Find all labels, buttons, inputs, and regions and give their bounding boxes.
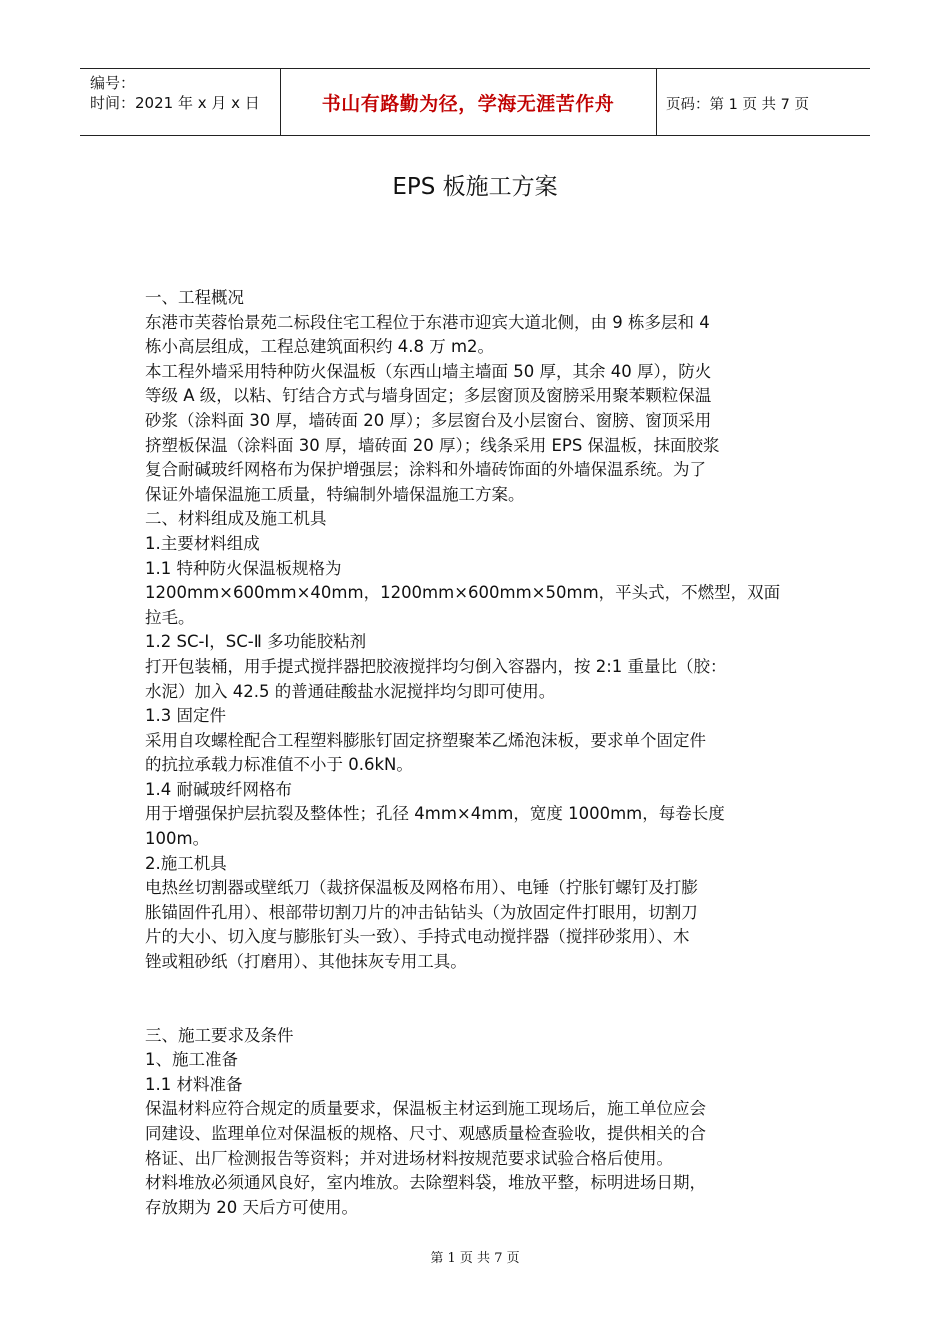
header-meta: [90, 73, 260, 113]
body-line: 二、材料组成及施工机具: [145, 509, 327, 529]
body-line: 1.1 特种防火保温板规格为: [145, 558, 342, 578]
document-number-label: 编号：: [90, 74, 136, 92]
document-title: EPS 板施工方案: [392, 174, 558, 200]
body-line: 水泥）加入 42.5 的普通硅酸盐水泥搅拌均匀即可使用。: [145, 681, 556, 701]
body-line: 打开包装桶，用手提式搅拌器把胶液搅拌均匀倒入容器内，按 2:1 重量比（胶：: [145, 656, 727, 676]
page-footer: 第 1 页 共 7 页: [430, 1251, 520, 1266]
body-line: 用于增强保护层抗裂及整体性；孔径 4mm×4mm，宽度 1000mm，每卷长度: [145, 804, 725, 824]
page-header: [80, 68, 870, 136]
body-line: 1.4 耐碱玻纤网格布: [145, 779, 292, 799]
header-motto: 书山有路勤为径，学海无涯苦作舟: [321, 93, 615, 115]
body-section-block: [145, 286, 813, 975]
body-line: 格证、出厂检测报告等资料；并对进场材料按规范要求试验合格后使用。: [145, 1148, 673, 1168]
body-line: 1.主要材料组成: [145, 533, 260, 553]
header-divider: [656, 69, 657, 135]
document-date-label: 时间：2021 年 x 月 x 日: [90, 94, 260, 112]
body-line: 胀锚固件孔用）、根部带切割刀片的冲击钻钻头（为放固定件打眼用，切割刀: [145, 902, 698, 922]
body-line: 2.施工机具: [145, 853, 227, 873]
body-line: 三、施工要求及条件: [145, 1025, 294, 1045]
body-line: 1.3 固定件: [145, 706, 226, 726]
body-line: 东港市芙蓉怡景苑二标段住宅工程位于东港市迎宾大道北侧，由 9 栋多层和 4: [145, 312, 710, 332]
body-line: 的抗拉承载力标准值不小于 0.6kN。: [145, 755, 413, 775]
body-section-block: [145, 1024, 813, 1221]
body-line: 挤塑板保温（涂料面 30 厚，墙砖面 20 厚）；线条采用 EPS 保温板，抹面胶浆: [145, 435, 720, 455]
body-line: 采用自攻螺栓配合工程塑料膨胀钉固定挤塑聚苯乙烯泡沫板，要求单个固定件: [145, 730, 706, 750]
header-page-number: 页码：第 1 页 共 7 页: [666, 97, 809, 113]
body-line: 砂浆（涂料面 30 厚，墙砖面 20 厚）；多层窗台及小层窗台、窗膀、窗顶采用: [145, 410, 712, 430]
body-line: 一、工程概况: [145, 288, 244, 307]
paragraph-gap: [145, 975, 813, 1024]
body-line: 材料堆放必须通风良好，室内堆放。去除塑料袋，堆放平整，标明进场日期，: [145, 1173, 706, 1193]
body-line: 锉或粗砂纸（打磨用）、其他抹灰专用工具。: [145, 952, 467, 972]
body-line: 片的大小、切入度与膨胀钉头一致）、手持式电动搅拌器（搅拌砂浆用）、木: [145, 927, 690, 947]
body-line: 保证外墙保温施工质量，特编制外墙保温施工方案。: [145, 484, 525, 504]
body-line: 保温材料应符合规定的质量要求，保温板主材运到施工现场后，施工单位应会: [145, 1099, 706, 1119]
body-line: 同建设、监理单位对保温板的规格、尺寸、观感质量检查验收，提供相关的合: [145, 1124, 706, 1143]
body-line: 等级 A 级，以粘、钉结合方式与墙身固定；多层窗顶及窗膀采用聚苯颗粒保温: [145, 386, 712, 406]
body-line: 1200mm×600mm×40mm，1200mm×600mm×50mm，平头式，不燃型，双面: [145, 583, 781, 603]
body-line: 本工程外墙采用特种防火保温板（东西山墙主墙面 50 厚，其余 40 厚），防火: [145, 361, 712, 381]
body-line: 1.2 SC-Ⅰ，SC-Ⅱ 多功能胶粘剂: [145, 632, 367, 652]
body-line: 拉毛。: [145, 607, 195, 627]
document-body: [145, 286, 813, 1220]
body-line: 电热丝切割器或壁纸刀（裁挤保温板及网格布用）、电锤（拧胀钉螺钉及打膨: [145, 878, 698, 898]
body-line: 栋小高层组成，工程总建筑面积约 4.8 万 m2。: [145, 337, 495, 357]
body-line: 存放期为 20 天后方可使用。: [145, 1197, 358, 1217]
body-line: 复合耐碱玻纤网格布为保护增强层；涂料和外墙砖饰面的外墙保温系统。为了: [145, 460, 706, 480]
body-line: 1.1 材料准备: [145, 1074, 243, 1094]
body-line: 100m。: [145, 829, 210, 849]
body-line: 1、施工准备: [145, 1050, 238, 1070]
